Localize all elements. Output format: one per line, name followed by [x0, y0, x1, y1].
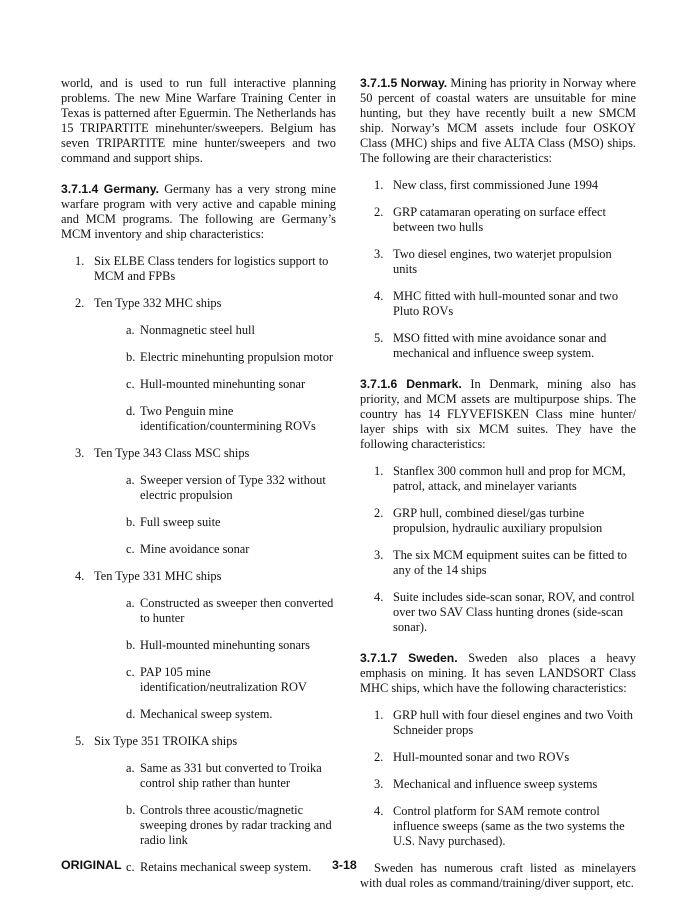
- sub-list-item-letter: c.: [126, 665, 135, 679]
- list-item-text: Mechanical and influence sweep systems: [393, 777, 598, 791]
- sub-list: [94, 323, 336, 434]
- list-item-text: Two diesel engines, two waterjet propulsion units: [393, 247, 612, 276]
- sub-list-item-letter: b.: [126, 803, 136, 817]
- sub-list-item: [94, 515, 336, 530]
- sub-list-item-text: Full sweep suite: [140, 515, 221, 529]
- sub-list-item: [94, 860, 336, 875]
- list-item-text: MHC fitted with hull-mounted sonar and two Pluto ROVs: [393, 289, 619, 318]
- list-item-number: 3.: [374, 548, 384, 562]
- list-item-number: 2.: [374, 506, 384, 520]
- list-item-number: 3.: [374, 777, 384, 791]
- list-item: [61, 446, 336, 557]
- closing-paragraph: Sweden has numerous craft listed as minelayers with dual roles as command/training/diver support, etc.: [360, 861, 636, 890]
- list-item-number: 3.: [75, 446, 85, 460]
- list-item: [360, 708, 636, 738]
- sub-list-item-letter: c.: [126, 377, 135, 391]
- list-item-text: Suite includes side-scan sonar, ROV, and control over two SAV Class hunting drones (side-scan sonar).: [393, 590, 635, 634]
- sub-list-item: [94, 542, 336, 557]
- sub-list-item: [94, 596, 336, 626]
- sub-list-item-text: PAP 105 mine identification/neutralization ROV: [140, 665, 307, 694]
- sub-list-item-text: Sweeper version of Type 332 without electric propulsion: [140, 473, 326, 502]
- sub-list: [94, 761, 336, 875]
- sub-list-item-text: Two Penguin mine identification/countermining ROVs: [140, 404, 316, 433]
- list-item: [360, 777, 636, 792]
- sub-list-item: [94, 761, 336, 791]
- list-item-number: 4.: [374, 289, 384, 303]
- list-item: [360, 289, 636, 319]
- sub-list-item: [94, 377, 336, 392]
- sub-list-item-text: Hull-mounted minehunting sonars: [140, 638, 311, 652]
- list-item-text: GRP catamaran operating on surface effect between two hulls: [393, 205, 606, 234]
- list-item: [360, 331, 636, 361]
- list-item: [360, 590, 636, 635]
- list-item: [61, 296, 336, 434]
- list-item: [61, 734, 336, 875]
- section-heading: 3.7.1.7 Sweden.: [360, 651, 458, 665]
- sub-list-item-letter: a.: [126, 596, 135, 610]
- list-item-number: 5.: [374, 331, 384, 345]
- sub-list-item-letter: b.: [126, 350, 136, 364]
- list-item-number: 4.: [374, 590, 384, 604]
- sub-list-item-letter: b.: [126, 515, 136, 529]
- sub-list-item-letter: a.: [126, 761, 135, 775]
- sub-list: [94, 596, 336, 722]
- sub-list-item: [94, 638, 336, 653]
- list-item: [360, 178, 636, 193]
- list-item: [360, 506, 636, 536]
- section-sweden: [360, 651, 636, 891]
- list-item-number: 3.: [374, 247, 384, 261]
- norway-paragraph: [360, 76, 636, 166]
- list-item-text: Control platform for SAM remote control influence sweeps (same as the two systems the U.S. Navy purchased).: [393, 804, 625, 848]
- list-item-number: 1.: [374, 464, 384, 478]
- section-germany: [61, 182, 336, 875]
- denmark-list: [360, 464, 636, 635]
- section-heading: 3.7.1.4 Germany.: [61, 182, 160, 196]
- intro-paragraph: world, and is used to run full interactive planning problems. The new Mine Warfare Training Center in Texas is patterned after Eguermin. The Netherlands has 15 TRIPARTITE minehunter/sweepers. Belgium has seven TRIPARTITE mine hunter/sweepers and two command and support ships.: [61, 76, 336, 165]
- sub-list-item-text: Electric minehunting propulsion motor: [140, 350, 334, 364]
- denmark-paragraph: [360, 377, 636, 452]
- list-item-number: 4.: [75, 569, 85, 583]
- right-column: [360, 76, 636, 891]
- sub-list-item: [94, 323, 336, 338]
- list-item-number: 2.: [75, 296, 85, 310]
- list-item-text: Six ELBE Class tenders for logistics support to MCM and FPBs: [94, 254, 329, 283]
- sweden-list: [360, 708, 636, 849]
- list-item: [61, 569, 336, 722]
- section-text: Mining has priority in Norway where 50 percent of coastal waters are unsuitable for mine hunting, but they have recently built a new SMCM ship. Norway’s MCM assets include four OSKOY Class (MHC) ships and five ALTA Class (MSO) ships. The following are their characteristics:: [360, 76, 636, 165]
- list-item-text: Ten Type 343 Class MSC ships: [94, 446, 250, 460]
- page-number: 3-18: [332, 858, 357, 872]
- list-item-number: 1.: [75, 254, 85, 268]
- list-item: [360, 804, 636, 849]
- sub-list-item-letter: a.: [126, 323, 135, 337]
- sub-list-item-letter: c.: [126, 542, 135, 556]
- sub-list-item-letter: d.: [126, 404, 136, 418]
- section-heading: 3.7.1.6 Denmark.: [360, 377, 462, 391]
- list-item: [360, 750, 636, 765]
- sub-list-item: [94, 665, 336, 695]
- sub-list-item-text: Controls three acoustic/magnetic sweeping drones by radar tracking and radio link: [140, 803, 332, 847]
- sub-list-item-text: Same as 331 but converted to Troika control ship rather than hunter: [140, 761, 322, 790]
- list-item-text: Hull-mounted sonar and two ROVs: [393, 750, 570, 764]
- sub-list-item: [94, 473, 336, 503]
- list-item: [360, 247, 636, 277]
- sub-list: [94, 473, 336, 557]
- sweden-paragraph: [360, 651, 636, 696]
- list-item-number: 1.: [374, 708, 384, 722]
- section-heading: 3.7.1.5 Norway.: [360, 76, 448, 90]
- footer-original-label: ORIGINAL: [61, 858, 122, 872]
- list-item-number: 2.: [374, 205, 384, 219]
- sub-list-item-text: Hull-mounted minehunting sonar: [140, 377, 306, 391]
- list-item-number: 5.: [75, 734, 85, 748]
- sub-list-item-text: Nonmagnetic steel hull: [140, 323, 255, 337]
- list-item-number: 2.: [374, 750, 384, 764]
- sub-list-item-letter: d.: [126, 707, 136, 721]
- sub-list-item-letter: b.: [126, 638, 136, 652]
- sub-list-item-letter: c.: [126, 860, 135, 874]
- section-denmark: [360, 377, 636, 635]
- list-item-number: 4.: [374, 804, 384, 818]
- section-text: Sweden also places a heavy emphasis on mining. It has seven LANDSORT Class MHC ships, which have the following characteristics:: [360, 651, 636, 695]
- list-item: [360, 205, 636, 235]
- list-item-text: Stanflex 300 common hull and prop for MCM, patrol, attack, and minelayer variants: [393, 464, 626, 493]
- list-item-text: Ten Type 331 MHC ships: [94, 569, 222, 583]
- list-item-text: New class, first commissioned June 1994: [393, 178, 599, 192]
- list-item-number: 1.: [374, 178, 384, 192]
- sub-list-item: [94, 404, 336, 434]
- sub-list-item-text: Retains mechanical sweep system.: [140, 860, 312, 874]
- list-item-text: MSO fitted with mine avoidance sonar and mechanical and influence sweep system.: [393, 331, 607, 360]
- list-item-text: GRP hull with four diesel engines and two Voith Schneider props: [393, 708, 634, 737]
- germany-list: [61, 254, 336, 875]
- list-item: [360, 464, 636, 494]
- sub-list-item-text: Constructed as sweeper then converted to hunter: [140, 596, 334, 625]
- sub-list-item: [94, 803, 336, 848]
- list-item-text: Six Type 351 TROIKA ships: [94, 734, 238, 748]
- left-column: [61, 76, 336, 887]
- norway-list: [360, 178, 636, 361]
- list-item-text: GRP hull, combined diesel/gas turbine propulsion, hydraulic auxiliary propulsion: [393, 506, 603, 535]
- sub-list-item: [94, 350, 336, 365]
- section-norway: [360, 76, 636, 361]
- sub-list-item-text: Mine avoidance sonar: [140, 542, 250, 556]
- list-item-text: Ten Type 332 MHC ships: [94, 296, 222, 310]
- section-text: In Denmark, mining also has priority, and MCM assets are multipurpose ships. The country has 14 FLYVEFISKEN Class mine hunter/ layer ships with six MCM suites. They have the following characteristics:: [360, 377, 636, 451]
- section-text: Germany has a very strong mine warfare program with very active and capable mining and MCM programs. The following are Germany’s MCM inventory and ship characteristics:: [61, 182, 336, 241]
- sub-list-item: [94, 707, 336, 722]
- list-item: [360, 548, 636, 578]
- sub-list-item-text: Mechanical sweep system.: [140, 707, 273, 721]
- list-item: [61, 254, 336, 284]
- sub-list-item-letter: a.: [126, 473, 135, 487]
- list-item-text: The six MCM equipment suites can be fitted to any of the 14 ships: [393, 548, 628, 577]
- germany-paragraph: [61, 182, 336, 242]
